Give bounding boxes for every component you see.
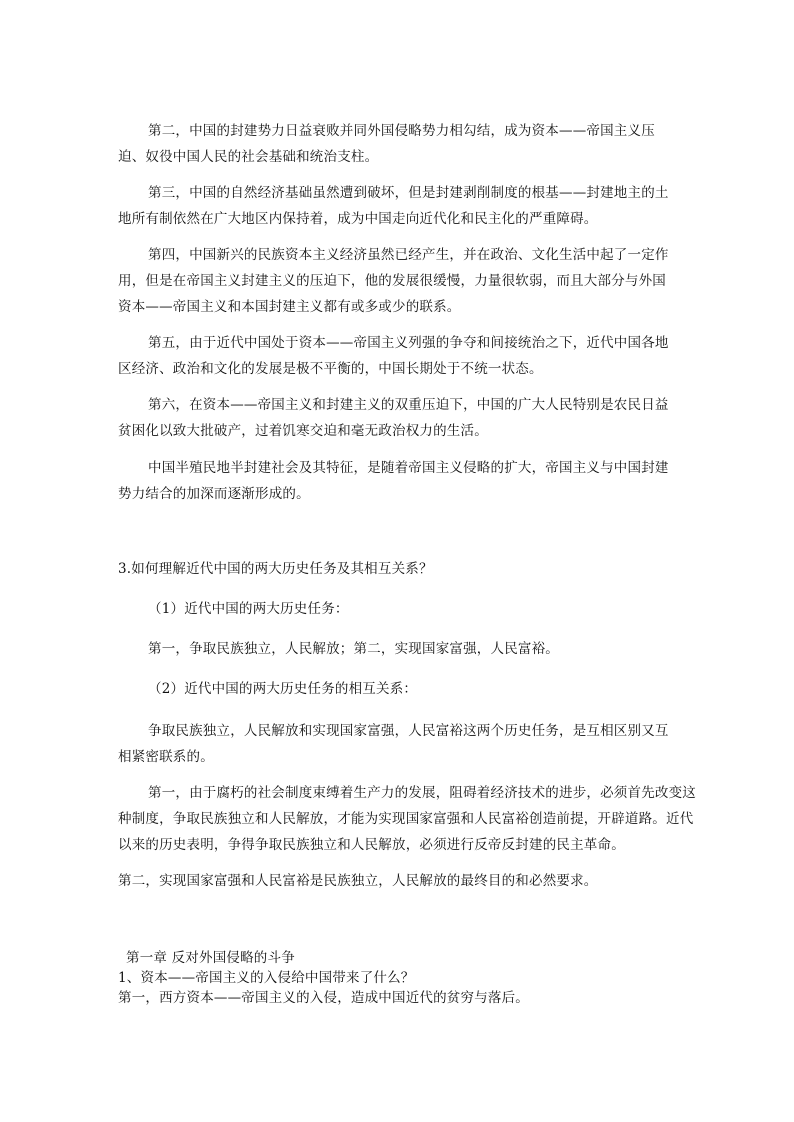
paragraph-fourth: 第四，中国新兴的民族资本主义经济虽然已经产生，并在政治、文化生活中起了一定作用，但是在帝国主义封建主义的压迫下，他的发展很缓慢，力量很软弱，而且大部分与外国资本——帝国主义和本国封建主义都有或多或少的联系。 [118,247,669,315]
q3-sub1-body: 第一，争取民族独立，人民解放；第二，实现国家富强，人民富裕。 [148,641,559,657]
paragraph-third: 第三，中国的自然经济基础虽然遭到破坏，但是封建剥削制度的根基——封建地主的土地所有制依然在广大地区内保持着，成为中国走向近代化和民主化的严重障碍。 [118,185,669,227]
paragraph-sixth: 第六，在资本——帝国主义和封建主义的双重压迫下，中国的广大人民特别是农民日益贫困化以致大批破产，过着饥寒交迫和毫无政治权力的生活。 [118,397,669,439]
q3-subheading-1: （1）近代中国的两大历史任务： [148,601,349,617]
chapter-title: 第一章 反对外国侵略的斗争 [126,950,295,966]
q3-sub2-body-1: 争取民族独立，人民解放和实现国家富强，人民富裕这两个历史任务，是互相区别又互相紧密联系的。 [118,723,669,765]
paragraph-second: 第二，中国的封建势力日益衰败并同外国侵略势力相勾结，成为资本——帝国主义压迫、奴役中国人民的社会基础和统治支柱。 [118,123,655,165]
paragraph-fifth: 第五，由于近代中国处于资本——帝国主义列强的争夺和间接统治之下，近代中国各地区经济、政治和文化的发展是极不平衡的，中国长期处于不统一状态。 [118,335,669,377]
q3-sub2-body-2: 第一，由于腐朽的社会制度束缚着生产力的发展，阻碍着经济技术的进步，必须首先改变这种制度，争取民族独立和人民解放，才能为实现国家富强和人民富裕创造前提，开辟道路。近代以来的历史表明，争得争取民族独立和人民解放，必须进行反帝反封建的民主革命。 [118,785,696,853]
q3-sub2-body-3: 第二，实现国家富强和人民富裕是民族独立，人民解放的最终目的和必然要求。 [118,873,598,889]
paragraph-summary: 中国半殖民地半封建社会及其特征，是随着帝国主义侵略的扩大，帝国主义与中国封建势力结合的加深而逐渐形成的。 [118,460,669,502]
chapter-question-1-answer: 第一，西方资本——帝国主义的入侵，造成中国近代的贫穷与落后。 [118,990,529,1006]
question-3-heading: 3.如何理解近代中国的两大历史任务及其相互关系？ [118,561,433,577]
q3-subheading-2: （2）近代中国的两大历史任务的相互关系： [148,681,418,697]
chapter-question-1: 1、资本——帝国主义的入侵给中国带来了什么？ [118,970,415,986]
